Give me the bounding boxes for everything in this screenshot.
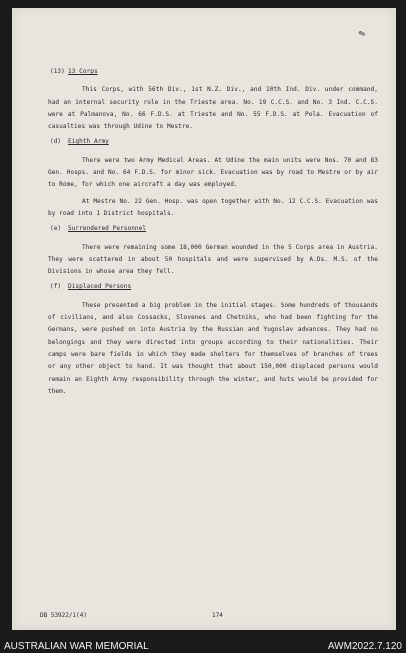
section-heading [48,281,378,293]
section-title: Surrendered Personnel [68,225,147,233]
section-heading [48,66,378,78]
section-title: Eighth Army [68,138,109,146]
caption-bar [0,640,406,653]
section-number: (e) [50,225,62,233]
handwritten-mark: ✎ [356,26,368,41]
section-number: (d) [50,138,62,146]
institution-label: AUSTRALIAN WAR MEMORIAL [4,641,149,652]
section-paragraph: There were two Army Medical Areas. At Udine the main units were Nos. 70 and 83 Gen. Hosps. and No. 64 F.D.S. for minor sick. Evacuation was by road to Mestre or by air to Rome, for which one aircraft a day was employed. [48,156,378,189]
section-title: 13 Corps [68,68,98,75]
page-number: 174 [212,612,223,619]
section-title: Displaced Persons [68,283,132,291]
section-heading [48,223,378,235]
section-paragraph: These presented a big problem in the initial stages. Some hundreds of thousands of civilians, and also Cossacks, Slovenes and Chetniks, who had been fighting for the Germans, were pushed on into Austria by the Russian and Yugoslav advances. They had no belongings and they were directed into groups according to their nationalities. Their camps were bare fields in which they made shelters for themselves of branches of trees or any other object to hand. It was thought that about 150,000 displaced persons would remain an Eighth Army responsibility through the winter, and huts would be provided for them. [48,301,378,395]
section-paragraph: This Corps, with 56th Div., 1st N.Z. Div., and 10th Ind. Div. under command, had an internal security role in the Trieste area. No. 19 C.C.S. and No. 3 Ind. C.C.S. were at Palmanova, No. 66 F.D.S. at Trieste and No. 55 F.D.S. at Pola. Evacuation of casualties was through Udine to Mestre. [48,86,378,131]
document-body [48,63,378,398]
accession-number: AWM2022.7.120 [327,641,402,652]
section-paragraph: There were remaining some 18,000 German wounded in the 5 Corps area in Austria. They were scattered in about 50 hospitals and were supervised by A.Ds. M.S. of the Divisions in whose area they fell. [48,243,378,276]
section-number: (f) [50,283,62,291]
section-heading [48,136,378,148]
section-number: (13) [50,68,65,75]
section-paragraph: At Mestre No. 22 Gen. Hosp. was open together with No. 12 C.C.S. Evacuation was by road into 1 District hospitals. [48,197,378,217]
document-page [12,8,396,630]
document-reference: DB 53922/1(4) [40,612,87,619]
